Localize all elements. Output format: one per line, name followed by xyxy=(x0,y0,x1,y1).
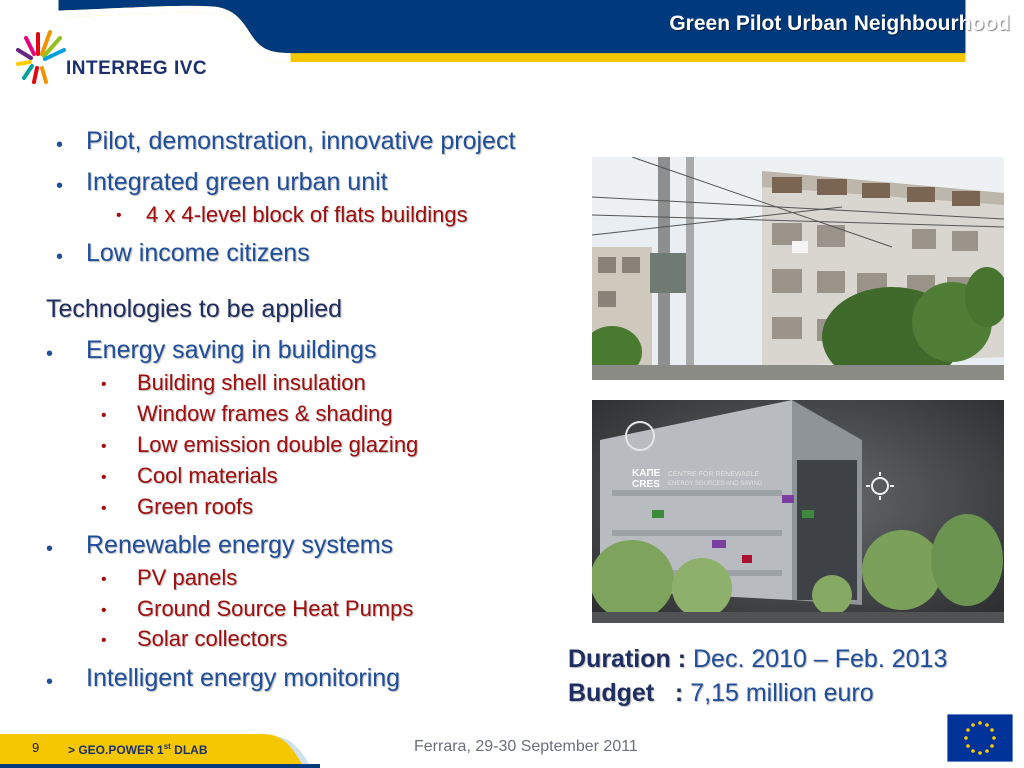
building-photo-existing xyxy=(592,157,1004,380)
bullet-icon: • xyxy=(56,134,64,156)
tech-item-monitoring: Intelligent energy monitoring xyxy=(86,664,401,692)
bullet-icon: • xyxy=(46,343,54,365)
tech-sub-item: Green roofs xyxy=(137,494,254,519)
tech-sub-item: Solar collectors xyxy=(137,626,288,651)
bullet-icon: • xyxy=(101,632,107,649)
sign-line4: ENERGY SOURCES AND SAVING xyxy=(668,481,763,487)
budget-value: 7,15 million euro xyxy=(690,679,874,707)
tech-sub-item: Ground Source Heat Pumps xyxy=(137,596,414,621)
sign-line3: CENTRE FOR RENEWABLE xyxy=(668,471,760,478)
footer-event-label: > GEO.POWER 1st DLAB xyxy=(68,742,208,757)
tech-sub-item: Low emission double glazing xyxy=(137,432,419,457)
page-number: 9 xyxy=(32,740,40,755)
tech-sub-item: Building shell insulation xyxy=(137,370,366,395)
budget-line xyxy=(568,679,874,708)
bullet-icon: • xyxy=(56,246,64,268)
bullet-icon: • xyxy=(46,538,54,560)
tech-item-renewable: Renewable energy systems xyxy=(86,531,394,559)
bullet-icon: • xyxy=(101,376,107,393)
bullet-icon: • xyxy=(101,407,107,424)
bullet-icon: • xyxy=(46,671,54,693)
slide-title: Green Pilot Urban Neighbourhood xyxy=(669,12,1010,35)
tech-sub-item: Cool materials xyxy=(137,463,278,488)
bullet-icon: • xyxy=(116,207,122,224)
duration-value: Dec. 2010 – Feb. 2013 xyxy=(693,645,948,673)
bullet-icon: • xyxy=(101,500,107,517)
bullet-icon: • xyxy=(101,571,107,588)
tech-sub-item: PV panels xyxy=(137,565,238,590)
footer-date-place: Ferrara, 29-30 September 2011 xyxy=(414,738,638,755)
duration-label: Duration : xyxy=(568,645,687,673)
eu-flag-icon xyxy=(947,714,1013,762)
sign-line1: ΚΑΠΕ xyxy=(632,468,661,479)
duration-line xyxy=(568,645,947,674)
bullet-icon: • xyxy=(101,469,107,486)
technologies-heading: Technologies to be applied xyxy=(46,295,343,323)
tech-sub-item: Window frames & shading xyxy=(137,401,393,426)
intro-bullet-3: Low income citizens xyxy=(86,239,310,267)
bullet-icon: • xyxy=(56,175,64,197)
building-rendering xyxy=(592,400,1004,623)
logo-text: INTERREG IVC xyxy=(66,58,208,79)
tech-item-energy-saving: Energy saving in buildings xyxy=(86,336,377,364)
intro-bullet-1: Pilot, demonstration, innovative project xyxy=(86,127,516,155)
bullet-icon: • xyxy=(101,438,107,455)
intro-bullet-2: Integrated green urban unit xyxy=(86,168,388,196)
bullet-icon: • xyxy=(101,602,107,619)
budget-label: Budget : xyxy=(568,679,684,707)
sign-line2: CRES xyxy=(632,479,660,490)
intro-sub-bullet-1: 4 x 4-level block of flats buildings xyxy=(146,202,468,227)
